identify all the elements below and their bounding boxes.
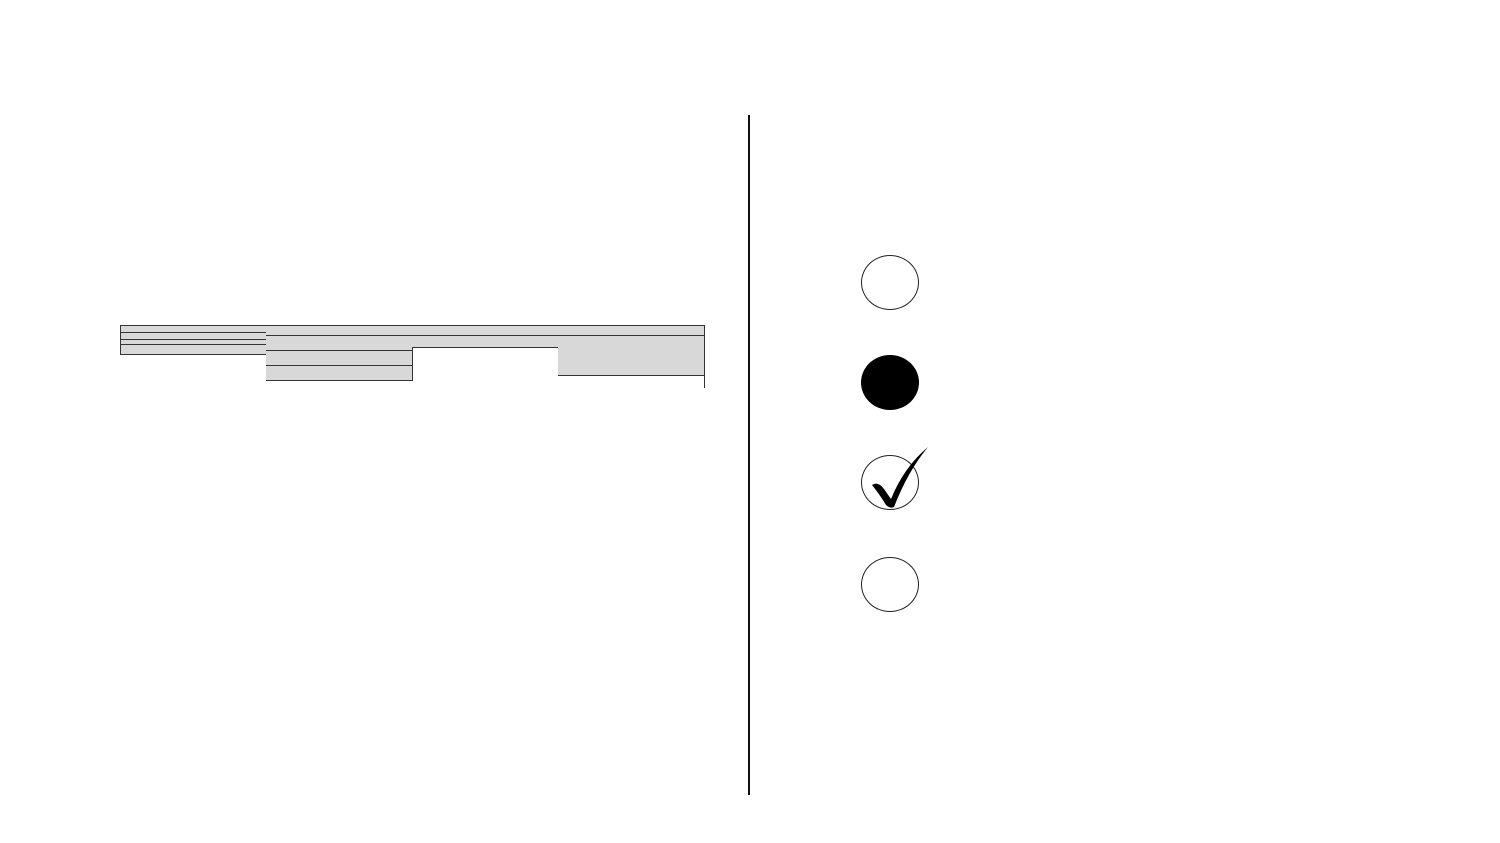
ballot-timing-marks-top <box>80 127 740 155</box>
voter-instructions <box>130 233 710 236</box>
x-oval-icon <box>861 557 919 612</box>
checkmark-icon <box>864 445 934 511</box>
straight-party-instructions-body <box>121 333 266 340</box>
coroner-header <box>266 366 412 381</box>
ballot-question-text <box>558 385 704 388</box>
amendment-header <box>558 336 704 376</box>
commissioner-header <box>266 326 412 336</box>
empty-oval-icon <box>861 255 919 310</box>
judge-header <box>121 345 266 355</box>
ballot-column-1 <box>120 325 267 355</box>
ballot-question <box>558 376 704 388</box>
controller-header <box>266 351 412 366</box>
ballot-column-4 <box>558 325 705 388</box>
auditor-header <box>558 326 704 336</box>
ballot-column-3 <box>412 325 559 348</box>
ballot-right-border <box>748 115 750 795</box>
ballot-image <box>80 115 750 795</box>
school-director-header <box>412 336 558 348</box>
ballot-question-title <box>558 376 704 385</box>
ballot-column-2 <box>266 325 413 381</box>
clerk-header <box>266 336 412 351</box>
ballot-contest-grid <box>120 325 706 795</box>
filled-oval-icon <box>861 355 919 410</box>
straight-party-instructions-header <box>121 326 266 333</box>
treasurer-header <box>412 326 558 336</box>
